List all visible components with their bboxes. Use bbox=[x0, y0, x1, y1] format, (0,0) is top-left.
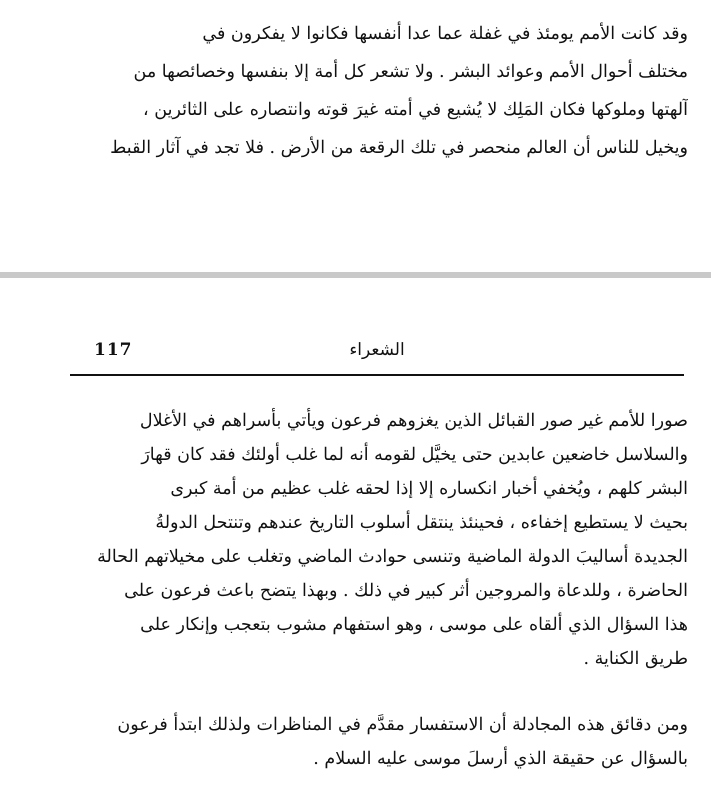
text-line: والسلاسل خاضعين عابدين حتى يخيَّل لقومه أنه لما غلب أولئك فقد كان قهارَ bbox=[141, 445, 688, 465]
text-line: البشر كلهم ، ويُخفي أخبار انكساره إلا إذا لحقه غلب عظيم من أمة كبرى bbox=[170, 479, 688, 499]
text-line: آلهتها وملوكها فكان المَلِك لا يُشيع في أمته غيرَ قوته وانتصاره على الثائرين ، bbox=[143, 100, 688, 120]
running-header bbox=[70, 338, 684, 368]
bottom-page bbox=[0, 278, 711, 800]
header-title: الشعراء bbox=[349, 340, 405, 360]
text-line: الجديدة أساليبَ الدولة الماضية وتنسى حوادث الماضي وتغلب على مخيلاتهم الحالة bbox=[97, 547, 688, 567]
text-line: بالسؤال عن حقيقة الذي أرسلَ موسى عليه السلام . bbox=[313, 749, 688, 769]
header-rule bbox=[70, 374, 684, 376]
text-line: طريق الكناية . bbox=[583, 649, 688, 669]
text-line: وقد كانت الأمم يومئذ في غفلة عما عدا أنفسها فكانوا لا يفكرون في bbox=[202, 24, 688, 44]
page-number: 117 bbox=[94, 340, 133, 360]
text-line: ومن دقائق هذه المجادلة أن الاستفسار مقدَّم في المناظرات ولذلك ابتدأ فرعون bbox=[117, 715, 688, 735]
text-line: بحيث لا يستطيع إخفاءه ، فحينئذ ينتقل أسلوب التاريخ عندهم وتنتحل الدولةُ bbox=[155, 513, 688, 533]
text-line: هذا السؤال الذي ألقاه على موسى ، وهو استفهام مشوب بتعجب وإنكار على bbox=[140, 615, 688, 635]
top-page bbox=[0, 0, 711, 272]
text-line: صورا للأمم غير صور القبائل الذين يغزوهم فرعون ويأتي بأسراهم في الأغلال bbox=[139, 411, 688, 431]
text-line: مختلف أحوال الأمم وعوائد البشر . ولا تشعر كل أمة إلا بنفسها وخصائصها من bbox=[133, 62, 688, 82]
paragraph-1 bbox=[52, 404, 688, 676]
top-page-text bbox=[52, 15, 688, 167]
text-line: الحاضرة ، وللدعاة والمروجين أثر كبير في ذلك . وبهذا يتضح باعث فرعون على bbox=[124, 581, 688, 601]
paragraph-2 bbox=[52, 708, 688, 776]
text-line: ويخيل للناس أن العالم منحصر في تلك الرقعة من الأرض . فلا تجد في آثار القبط bbox=[110, 138, 688, 158]
